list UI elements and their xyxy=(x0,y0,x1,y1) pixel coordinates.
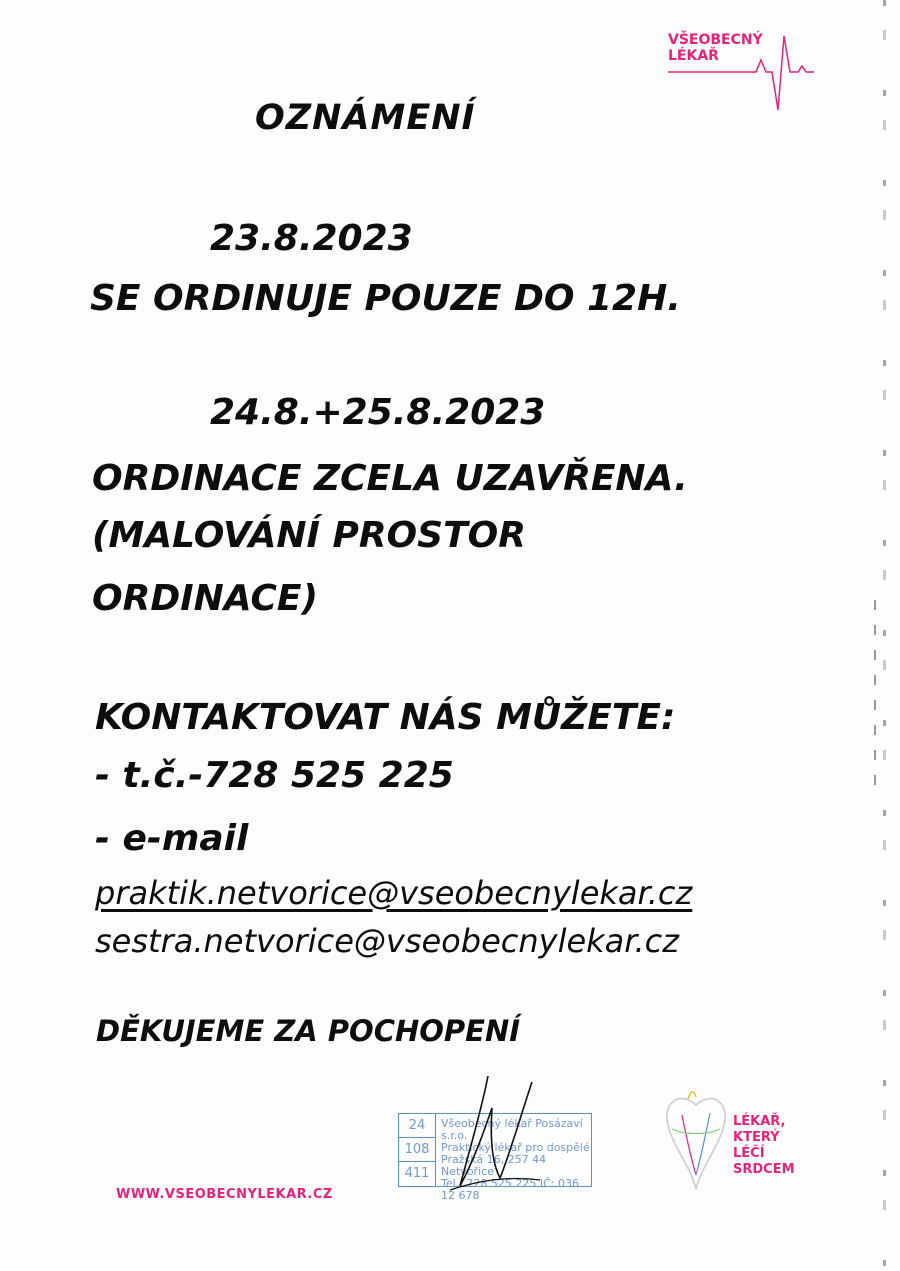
stamp-number: 108 xyxy=(399,1138,435,1162)
heart-logo-line2: KTERÝ xyxy=(733,1130,780,1145)
scan-edge-artifact-2 xyxy=(874,600,876,800)
heartbeat-line-icon xyxy=(668,32,816,112)
notice2-line2: (MALOVÁNÍ PROSTOR xyxy=(92,515,526,556)
stamp-line: Všeobecný lékař Posázaví s.r.o. xyxy=(441,1117,583,1142)
contact-email-label: - e-mail xyxy=(95,818,249,859)
scan-edge-artifact xyxy=(883,0,886,1271)
contact-email-2: sestra.netvorice@vseobecnylekar.cz xyxy=(95,922,680,960)
closing-text: DĚKUJEME ZA POCHOPENÍ xyxy=(96,1014,521,1048)
notice1-date: 23.8.2023 xyxy=(210,218,413,259)
heart-logo-icon xyxy=(660,1085,732,1195)
stamp-number: 411 xyxy=(404,1166,430,1181)
heart-logo-line4: SRDCEM xyxy=(733,1162,795,1177)
contact-phone: - t.č.-728 525 225 xyxy=(95,755,454,796)
stamp-line: Tel.: 728 525 225 IČ: 036 12 678 xyxy=(441,1177,579,1202)
notice2-line3: ORDINACE) xyxy=(92,578,318,619)
contact-email-1: praktik.netvorice@vseobecnylekar.cz xyxy=(95,874,693,912)
stamp-line: Praktický lékař pro dospělé xyxy=(441,1141,590,1154)
stamp-number: 24 xyxy=(399,1114,435,1138)
notice1-text: SE ORDINUJE POUZE DO 12H. xyxy=(90,278,681,319)
logo-top-line2: LÉKAŘ xyxy=(668,48,719,64)
heart-logo-line3: LÉČÍ xyxy=(733,1146,765,1161)
stamp-line: Pražská 16, 257 44 Netvořice xyxy=(441,1153,547,1178)
logo-top-line1: VŠEOBECNÝ xyxy=(668,32,763,48)
notice2-line1: ORDINACE ZCELA UZAVŘENA. xyxy=(92,458,688,499)
brand-logo-top xyxy=(668,32,816,112)
heart-logo-text xyxy=(733,1114,795,1178)
handwritten-signature xyxy=(440,1068,560,1198)
notice2-date: 24.8.+25.8.2023 xyxy=(210,392,546,433)
footer-website: WWW.VSEOBECNYLEKAR.CZ xyxy=(116,1187,333,1202)
heart-logo-line1: LÉKAŘ, xyxy=(733,1114,786,1129)
stamp-number-box xyxy=(399,1114,436,1186)
page-title: OZNÁMENÍ xyxy=(255,98,476,138)
contact-heading: KONTAKTOVAT NÁS MŮŽETE: xyxy=(95,697,676,738)
